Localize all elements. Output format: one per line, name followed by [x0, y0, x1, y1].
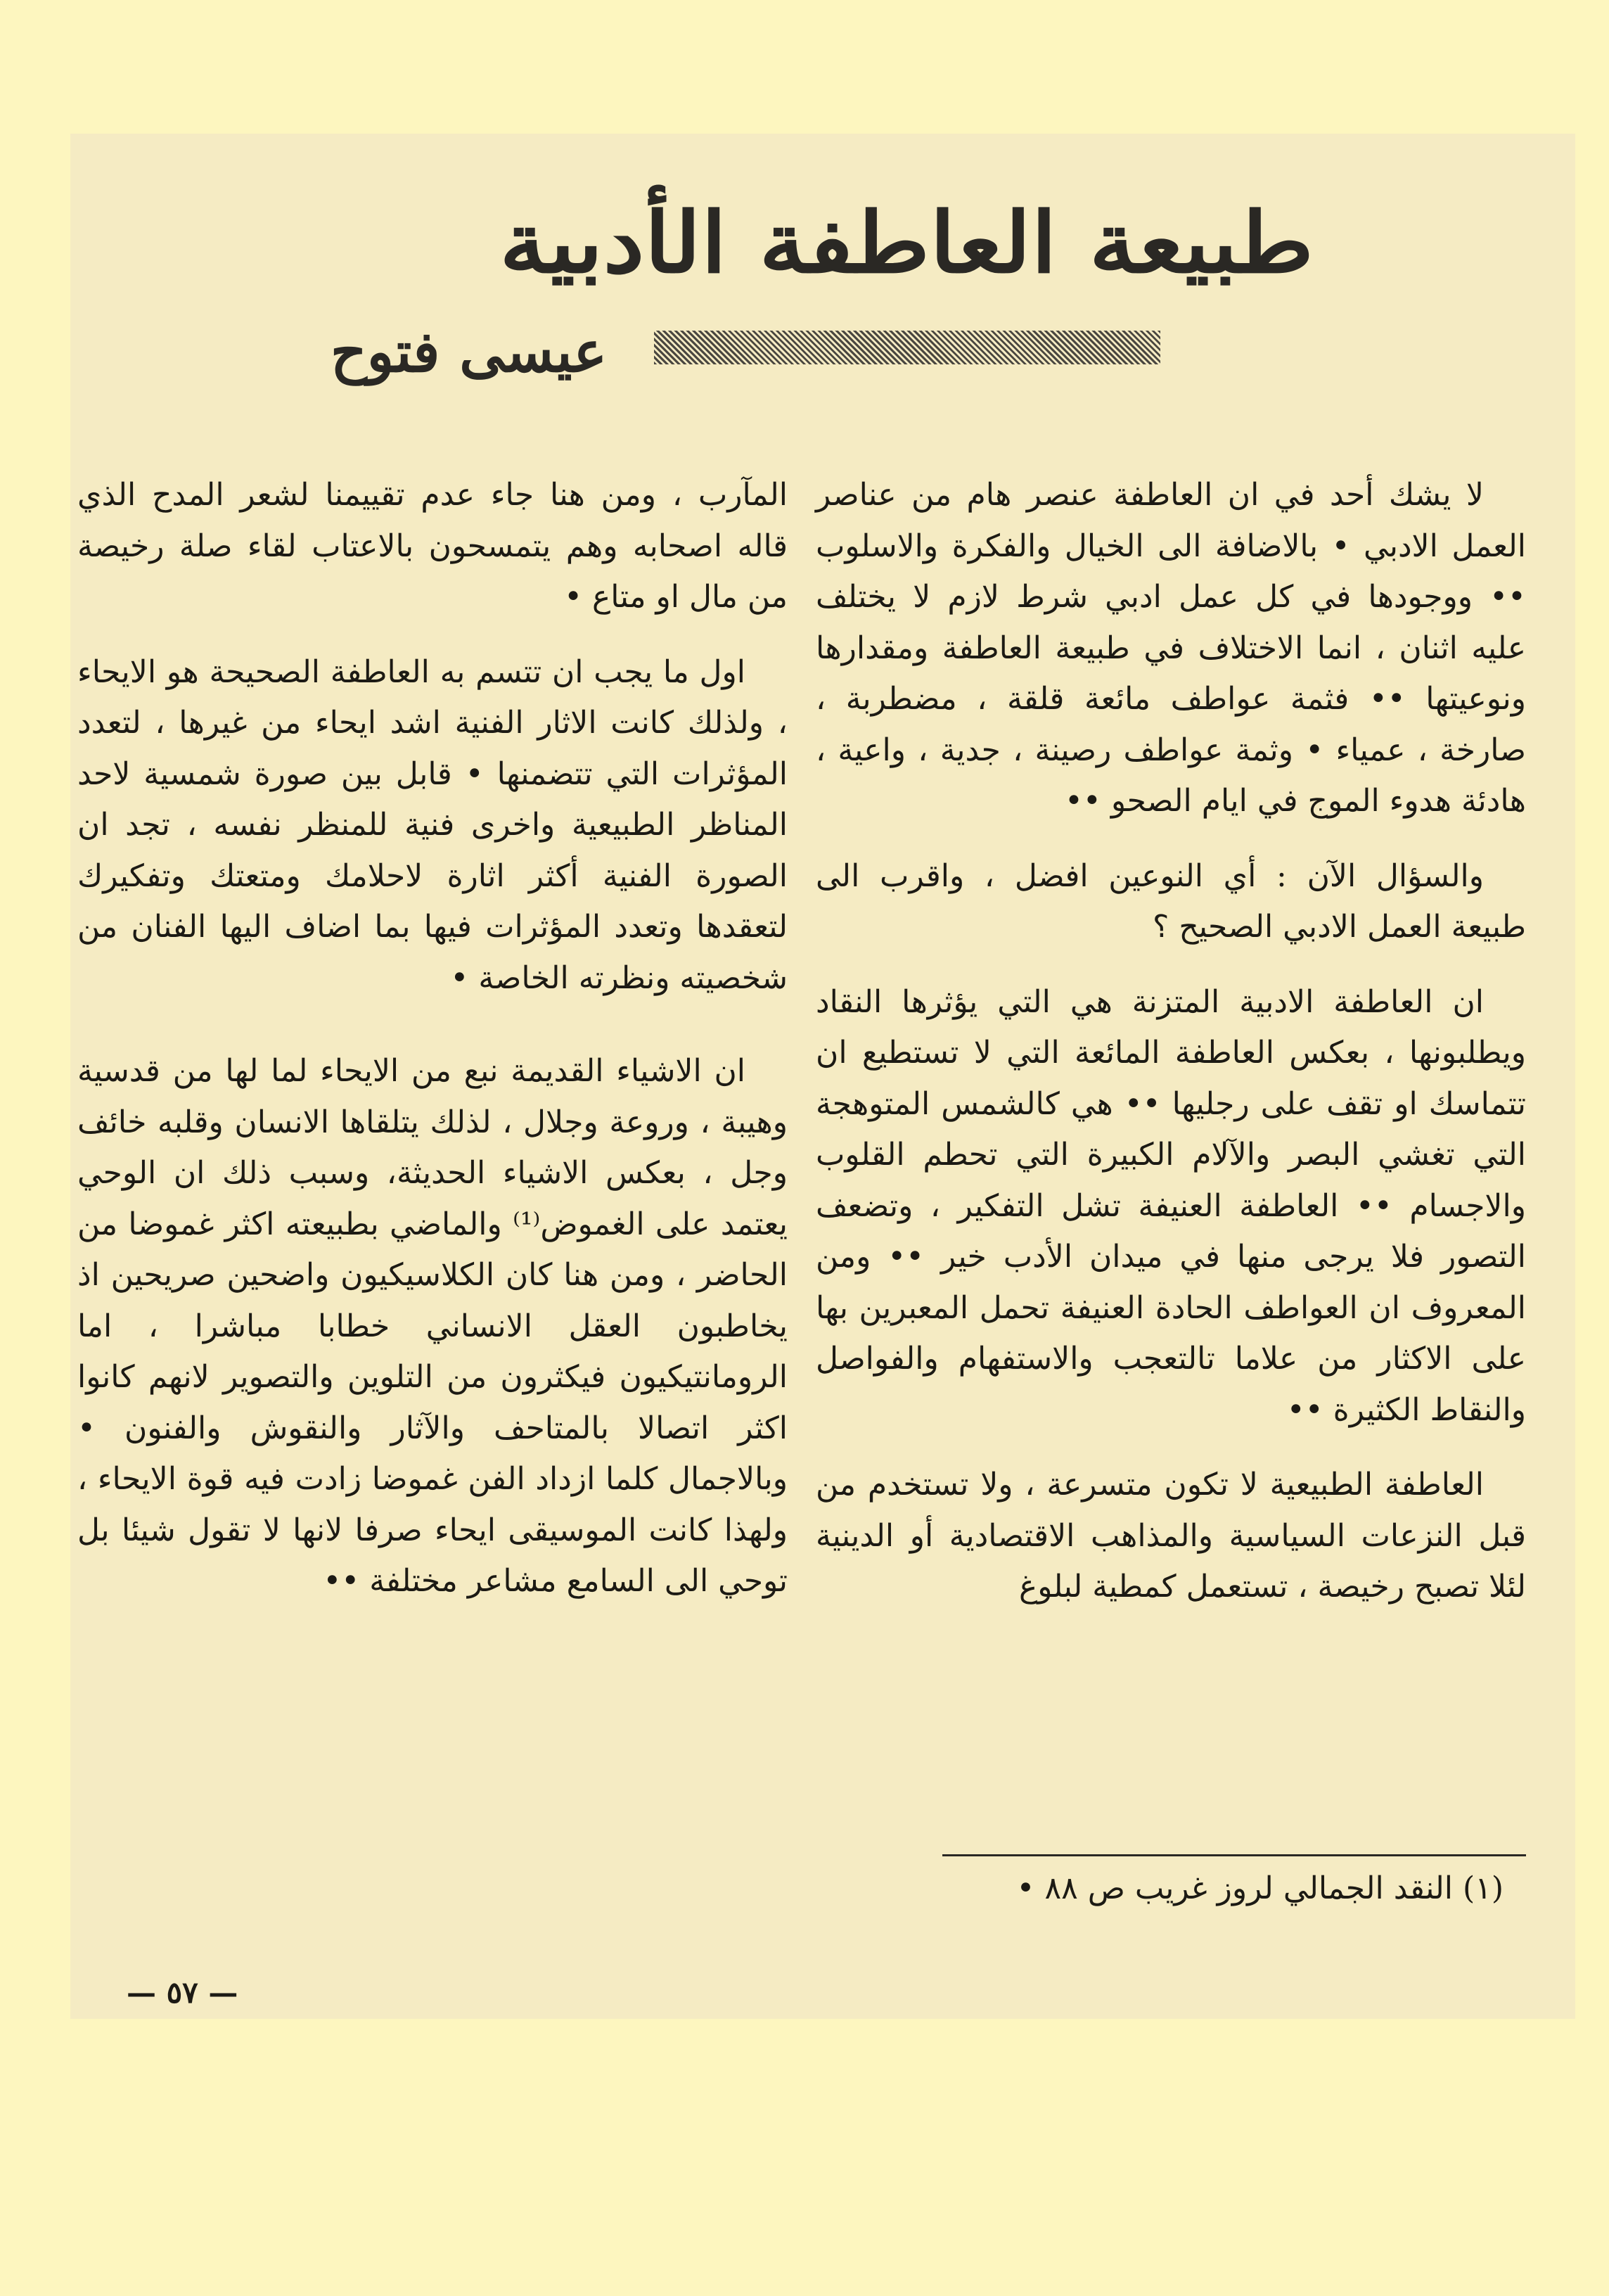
- page-number: — ٥٧ —: [127, 1975, 238, 2010]
- paragraph: المآرب ، ومن هنا جاء عدم تقييمنا لشعر المدح الذي قاله اصحابه وهم يتمسحون بالاعتاب لقاء صلة رخيصة من مال او متاع •: [77, 477, 788, 615]
- paragraph: ان الاشياء القديمة نبع من الايحاء لما لها من قدسية وهيبة ، وروعة وجلال ، لذلك يتلقاها الانسان وقلبه خائف وجل ، بعكس الاشياء الحديثة، وسبب ذلك ان الوحي يعتمد على الغموض⁽¹⁾ والماضي بطبيعته اكثر غموضا من الحاضر ، ومن هنا كان الكلاسيكيون واضحين صريحين اذ يخاطبون العقل الانساني خطابا مباشرا ، اما الرومانتيكيون فيكثرون من التلوين والتصوير لانهم كانوا اكثر اتصالا بالمتاحف والآثار والنقوش والفنون • وبالاجمال كلما ازداد الفن غموضا زادت فيه قوة الايحاء ، ولهذا كانت الموسيقى ايحاء صرفا لانها لا تقول شيئا بل توحي الى السامع مشاعر مختلفة ••: [77, 1053, 788, 1599]
- paragraph: العاطفة الطبيعية لا تكون متسرعة ، ولا تستخدم من قبل النزعات السياسية والمذاهب الاقتصادية أو الدينية لئلا تصبح رخيصة ، تستعمل كمطية لبلوغ: [816, 1467, 1526, 1605]
- column-right: [816, 470, 1526, 1613]
- column-left: [77, 470, 788, 1607]
- paragraph: اول ما يجب ان تتسم به العاطفة الصحيحة هو الايحاء ، ولذلك كانت الاثار الفنية اشد ايحاء من غيرها ، لتعدد المؤثرات التي تتضمنها • قابل بين صورة شمسية لاحد المناظر الطبيعية واخرى فنية للمنظر نفسه ، تجد ان الصورة الفنية أكثر اثارة لاحلامك ومتعتك وتفكيرك لتعقدها وتعدد المؤثرات فيها بما اضاف اليها الفنان من شخصيته ونظرته الخاصة •: [77, 653, 788, 996]
- footnote-rule: [942, 1854, 1526, 1856]
- paragraph: ان العاطفة الادبية المتزنة هي التي يؤثرها النقاد ويطلبونها ، بعكس العاطفة المائعة التي لا تستطيع ان تتماسك او تقف على رجليها •• هي كالشمس المتوهجة التي تغشي البصر والآلام الكبيرة التي تحطم القلوب والاجسام •• العاطفة العنيفة تشل التفكير ، وتضعف التصور فلا يرجى منها في ميدان الأدب خير •• ومن المعروف ان العواطف الحادة العنيفة تحمل المعبرين بها على الاكثار من علاما تالتعجب والاستفهام والفواصل والنقاط الكثيرة ••: [816, 983, 1526, 1428]
- paragraph: والسؤال الآن : أي النوعين افضل ، واقرب الى طبيعة العمل الادبي الصحيح ؟: [816, 857, 1526, 945]
- article-author: عيسى فتوح: [331, 319, 608, 385]
- footnote: (١) النقد الجمالي لروز غريب ص ٨٨ •: [1016, 1870, 1504, 1906]
- article-title: طبيعة العاطفة الأدبية: [499, 193, 1314, 293]
- title-hatch-decoration: [654, 331, 1160, 364]
- paragraph: لا يشك أحد في ان العاطفة عنصر هام من عناصر العمل الادبي • بالاضافة الى الخيال والفكرة والاسلوب •• ووجودها في كل عمل ادبي شرط لازم لا يختلف عليه اثنان ، انما الاختلاف في طبيعة العاطفة ومقدارها ونوعيتها •• فثمة عواطف مائعة قلقة ، مضطربة ، صارخة ، عمياء • وثمة عواطف رصينة ، جدية ، واعية ، هادئة هدوء الموج في ايام الصحو ••: [816, 477, 1526, 819]
